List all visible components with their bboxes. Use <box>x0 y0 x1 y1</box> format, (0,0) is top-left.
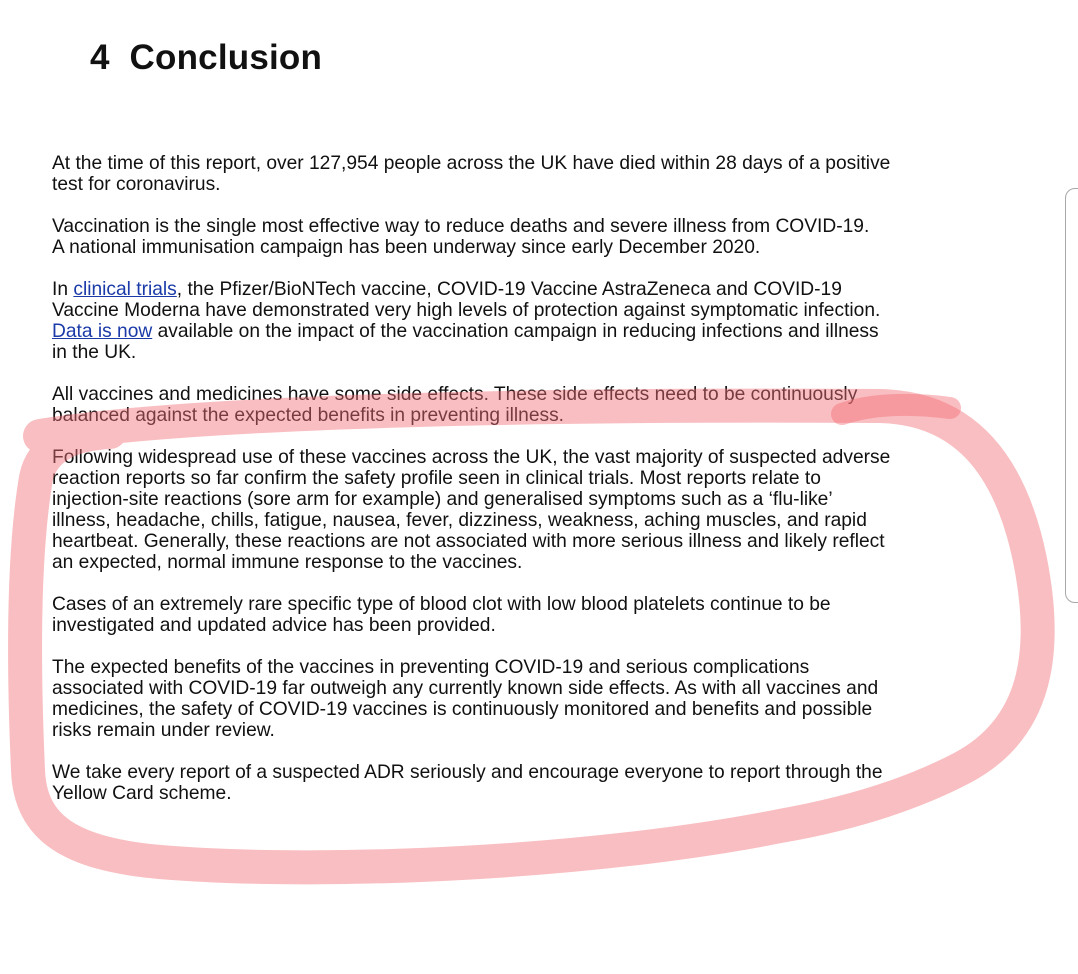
section-number: 4 <box>90 38 110 77</box>
paragraph-vaccination: Vaccination is the single most effective way to reduce deaths and severe illness from COVID-19. A national immunisation campaign has been underway since early December 2020. <box>52 216 870 258</box>
paragraph-death-toll: At the time of this report, over 127,954 people across the UK have died within 28 days of a positive test for coronavirus. <box>52 153 891 195</box>
paragraph-blood-clots: Cases of an extremely rare specific type of blood clot with low blood platelets continue to be investigated and updated advice has been provided. <box>52 594 831 636</box>
paragraph-side-effects: All vaccines and medicines have some side effects. These side effects need to be continuously balanced against the expected benefits in preventing illness. <box>52 384 858 426</box>
side-comment-panel <box>1065 188 1078 603</box>
section-title: Conclusion <box>129 38 323 77</box>
paragraph-benefits: The expected benefits of the vaccines in preventing COVID-19 and serious complications associated with COVID-19 far outweigh any currently known side effects. As with all vaccines and medicines, the safety of COVID-19 vaccines is continuously monitored and benefits and possible risks remain under review. <box>52 657 879 741</box>
conclusion-body <box>52 153 1032 825</box>
clinical-trials-link[interactable]: clinical trials <box>73 279 177 300</box>
paragraph-adverse-reactions: Following widespread use of these vaccines across the UK, the vast majority of suspected adverse reaction reports so far confirm the safety profile seen in clinical trials. Most reports relate to injection-site reactions (sore arm for example) and generalised symptoms such as a ‘flu-like’ illness, headache, chills, fatigue, nausea, fever, dizziness, weakness, aching muscles, and rapid heartbeat. Generally, these reactions are not associated with more serious illness and likely reflect an expected, normal immune response to the vaccines. <box>52 447 891 573</box>
section-heading <box>90 38 322 78</box>
data-is-now-link[interactable]: Data is now <box>52 321 153 342</box>
paragraph-clinical-trials: In clinical trials, the Pfizer/BioNTech vaccine, COVID-19 Vaccine AstraZeneca and COVID-19 Vaccine Moderna have demonstrated very high levels of protection against symptomatic infection. Data is now available on the impact of the vaccination campaign in reducing infections and illness in the UK. <box>52 279 881 363</box>
paragraph-yellow-card: We take every report of a suspected ADR seriously and encourage everyone to report through the Yellow Card scheme. <box>52 762 883 804</box>
